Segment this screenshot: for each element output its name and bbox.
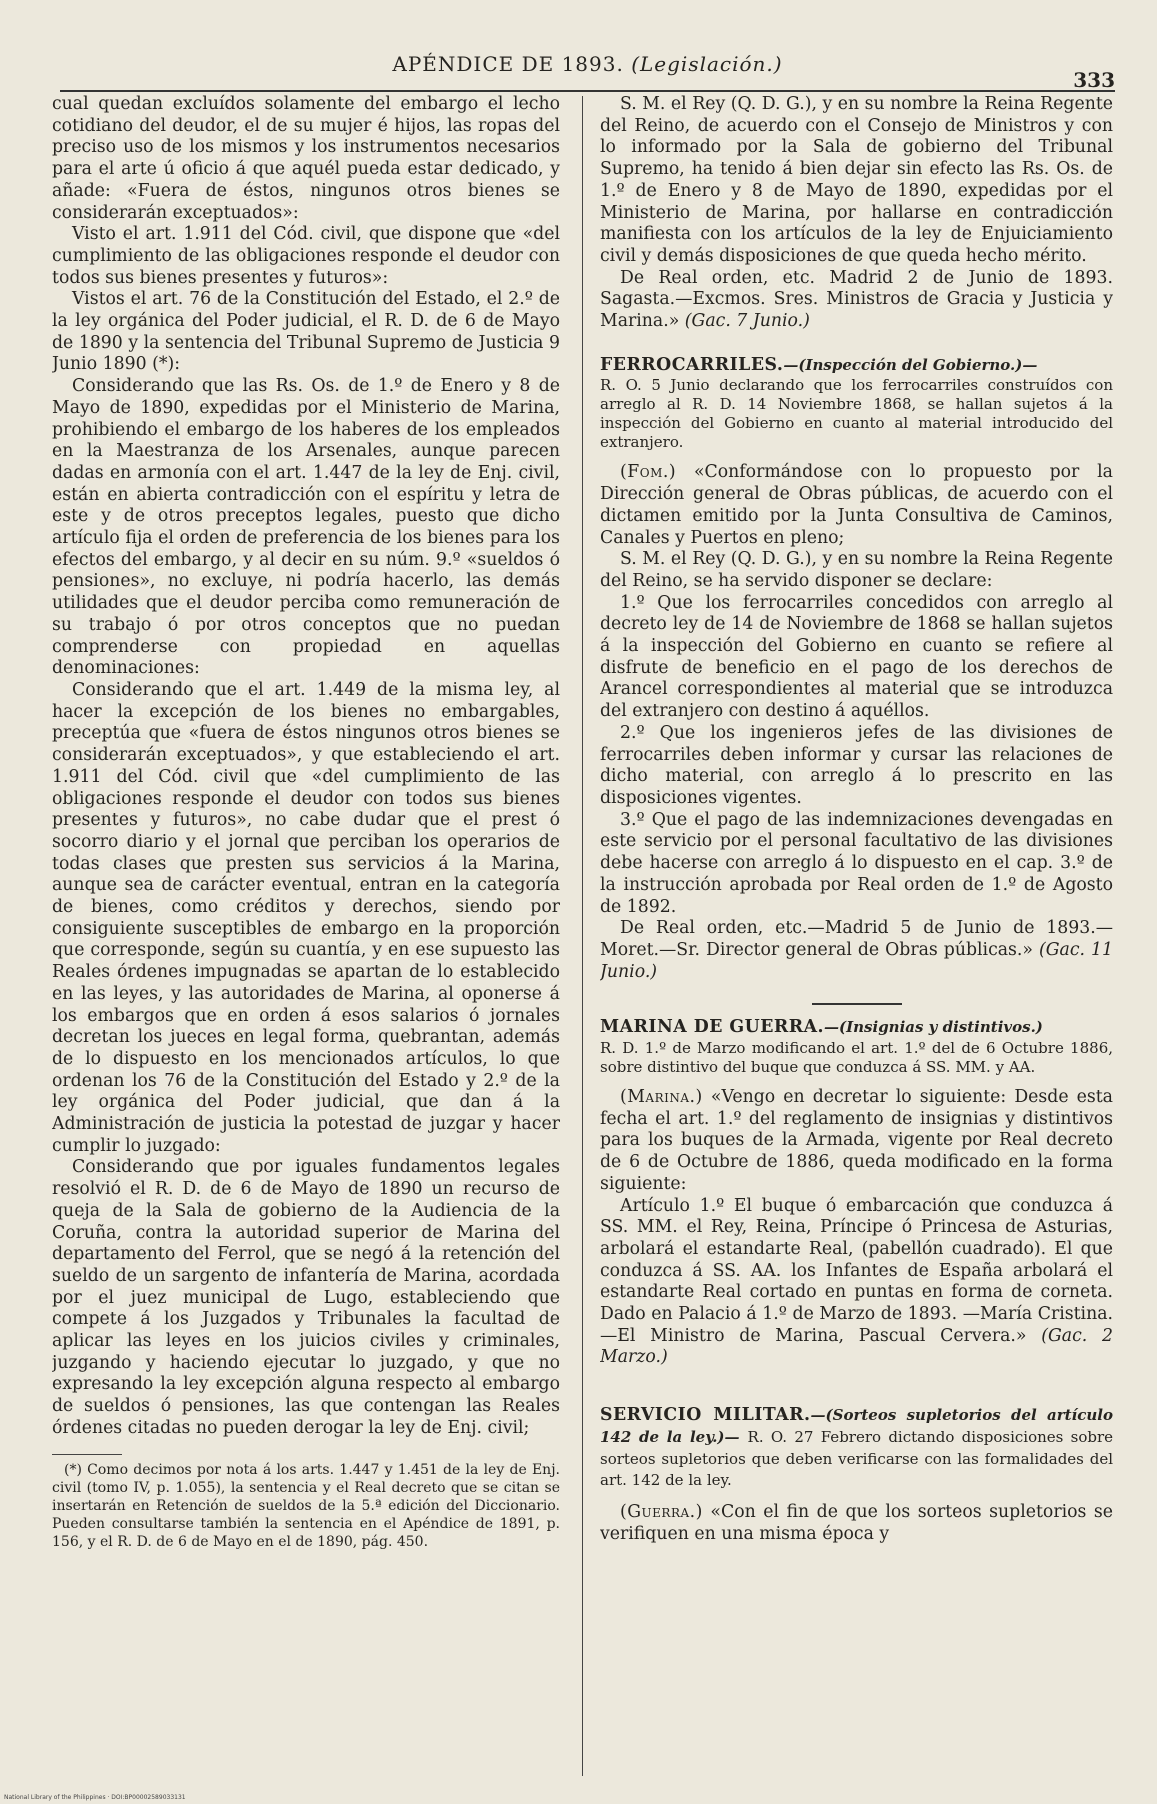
running-title-main: APÉNDICE DE 1893. — [392, 52, 624, 76]
gazette-source-2: (Gac. 11 Junio.) — [600, 939, 1113, 982]
left-paragraph-1: cual quedan excluídos solamente del embargo el lecho cotidiano del deudor, el de su mujer é hijos, las ropas del preciso uso de los mismos y los instrumentos necesarios para el arte ú oficio á que aquél pueda estar dedicado, y añade: «Fuera de éstos, ningunos otros bienes se considerarán exceptuados»: — [52, 94, 560, 223]
section-separator — [812, 1003, 902, 1005]
section-servicio-head — [600, 1405, 1113, 1492]
ferrocarriles-paragraph-6-text: De Real orden, etc.—Madrid 5 de Junio de 1893.—Moret.—Sr. Director general de Obras públicas.» — [600, 918, 1113, 960]
section-marina-title: MARINA DE GUERRA. — [600, 1017, 825, 1038]
ferrocarriles-paragraph-3: 1.º Que los ferrocarriles concedidos con arreglo al decreto ley de 14 de Noviembre de 1868 se hallan sujetos á la inspección del Gobierno en cuanto se refiere al disfrute de beneficio en el pago de los derechos de Arancel correspondientes al material que se introduzca del extranjero con destino á aquéllos. — [600, 592, 1113, 722]
servicio-lead: (Guerra.) — [620, 1501, 703, 1522]
column-divider — [582, 96, 583, 1776]
ferrocarriles-lead: (Fom.) — [620, 462, 677, 483]
running-title-italic: (Legislación.) — [631, 52, 783, 76]
running-title — [60, 52, 1115, 76]
section-servicio-subtitle: —(Sorteos supletorios del artículo 142 de la ley.)— — [600, 1406, 1113, 1446]
section-marina-subtitle: —(Insignias y distintivos.) — [824, 1018, 1043, 1037]
section-marina-head — [600, 1017, 1113, 1039]
section-ferrocarriles-title: FERROCARRILES. — [600, 354, 784, 375]
left-paragraph-5: Considerando que el art. 1.449 de la misma ley, al hacer la excepción de los bienes no embargables, preceptúa que «fuera de éstos ningunos otros bienes se considerarán exceptuados», y que estableciendo el art. 1.911 del Cód. civil que «del cumplimiento de las obligaciones responde el deudor con todos sus bienes presentes y futuros», no cabe dudar que el prest ó socorro diario y el jornal que perciban los operarios de todas clases que presten sus servicios á la Marina, aunque sea de carácter eventual, entran en la categoría de bienes, como créditos y derechos, siendo por consiguiente susceptibles de embargo en la proporción que corresponde, según su cuantía, y en ese supuesto las Reales órdenes impugnadas se apartan de lo establecido en las leyes, y las autoridades de Marina, al oponerse á los embargos que en orden á esos salarios ó jornales decretan los jueces en legal forma, quebrantan, además de lo dispuesto en los mencionados artículos, lo que ordenan los 76 de la Constitución del Estado y 2.º de la ley orgánica del Poder judicial, que dan á la Administración de justicia la potestad de juzgar y hacer cumplir lo juzgado: — [52, 679, 560, 1156]
marina-paragraph-2-text: Artículo 1.º El buque ó embarcación que conduzca á SS. MM. el Rey, Reina, Príncipe ó Princesa de Asturias, arbolará el estandarte Real, (pabellón cuadrado). El que conduzca á SS. AA. los Infantes de España arbolará el estandarte Real cortado en puntas en forma de corneta. Dado en Palacio á 1.º de Marzo de 1893. —María Cristina.—El Ministro de Marina, Pascual Cervera.» — [600, 1195, 1113, 1346]
ferrocarriles-paragraph-4: 2.º Que los ingenieros jefes de las divisiones de ferrocarriles deben informar y cursar las relaciones de dicho material, con arreglo á lo prescrito en las disposiciones vigentes. — [600, 722, 1113, 808]
left-paragraph-3: Vistos el art. 76 de la Constitución del Estado, el 2.º de la ley orgánica del Poder judicial, el R. D. de 6 de Mayo de 1890 y la sentencia del Tribunal Supremo de Justicia 9 Junio 1890 (*): — [52, 289, 560, 375]
section-marina-summary: R. D. 1.º de Marzo modificando el art. 1.º del de 6 Octubre 1886, sobre distintivo del buque que conduzca á SS. MM. y AA. — [600, 1039, 1113, 1077]
section-ferrocarriles-summary: R. O. 5 Junio declarando que los ferrocarriles construídos con arreglo al R. D. 14 Noviembre 1868, se hallan sujetos á la inspección del Gobierno en cuanto al material introducido del extranjero. — [600, 376, 1113, 452]
gazette-source-3: (Gac. 2 Marzo.) — [600, 1325, 1113, 1368]
ferrocarriles-paragraph-1-text: «Conformándose con lo propuesto por la Dirección general de Obras públicas, de acuerdo con el dictamen emitido por la Junta Consultiva de Caminos, Canales y Puertos en pleno; — [600, 462, 1113, 548]
left-paragraph-4: Considerando que las Rs. Os. de 1.º de Enero y 8 de Mayo de 1890, expedidas por el Ministerio de Marina, prohibiendo el embargo de los haberes de los empleados en la Maestranza de los Arsenales, aunque parecen dadas en armonía con el art. 1.447 de la ley de Enj. civil, están en abierta contradicción con el espíritu y letra de este y de otros preceptos legales, puesto que dicho artículo fija el orden de preferencia de los bienes para los efectos del embargo, y al decir en su núm. 9.º «sueldos ó pensiones», no excluye, ni podría hacerlo, las demás utilidades que el deudor perciba como remuneración de su trabajo ó por otros conceptos que no puedan comprenderse con propiedad en aquellas denominaciones: — [52, 376, 560, 679]
marina-paragraph-1 — [600, 1087, 1113, 1196]
page-header — [60, 48, 1115, 92]
spacer — [600, 1369, 1113, 1383]
header-rule — [60, 90, 1115, 92]
left-column — [52, 94, 560, 1794]
ferrocarriles-paragraph-1 — [600, 462, 1113, 549]
footnote-rule — [52, 1454, 122, 1455]
servicio-paragraph-1-text: «Con el fin de que los sorteos supletorios se verifiquen en una misma época y — [600, 1501, 1113, 1544]
marina-paragraph-1-text: «Vengo en decretar lo siguiente: Desde esta fecha el art. 1.º del reglamento de insignias y distintivos para los buques de la Armada, vigente por Real decreto de 6 de Octubre de 1886, queda modificado en la forma siguiente: — [600, 1087, 1113, 1194]
left-paragraph-2: Visto el art. 1.911 del Cód. civil, que dispone que «del cumplimiento de las obligaciones responde el deudor con todos sus bienes presentes y futuros»: — [52, 224, 560, 288]
ferrocarriles-paragraph-5: 3.º Que el pago de las indemnizaciones devengadas en este servicio por el personal facultativo de las divisiones debe hacerse con arreglo á lo dispuesto en el cap. 3.º de la instrucción aprobada por Real orden de 1.º de Agosto de 1892. — [600, 809, 1113, 917]
section-servicio-summary: R. O. 27 Febrero dictando disposiciones sobre sorteos supletorios que deben verificarse con las formalidades del art. 142 de la ley. — [600, 1427, 1113, 1490]
footnote: (*) Como decimos por nota á los arts. 1.447 y 1.451 de la ley de Enj. civil (tomo IV, p. 1.055), la sentencia y el Real decreto que se citan se insertarán en Retención de sueldos de la 5.ª edición del Diccionario. Pueden consultarse también la sentencia en el Apéndice de 1891, p. 156, y el R. D. de 6 de Mayo en el de 1890, pág. 450. — [52, 1461, 560, 1550]
section-ferrocarriles-subtitle: —(Inspección del Gobierno.)— — [783, 355, 1038, 374]
page-number: 333 — [1073, 68, 1115, 92]
ferrocarriles-paragraph-6 — [600, 918, 1113, 983]
right-intro-paragraph-1: S. M. el Rey (Q. D. G.), y en su nombre la Reina Regente del Reino, de acuerdo con el Consejo de Ministros y con lo informado por la Sala de gobierno del Tribunal Supremo, ha tenido á bien dejar sin efecto las Rs. Os. de 1.º de Enero y 8 de Mayo de 1890, expedidas por el Ministerio de Marina, por hallarse en contradicción manifiesta con los artículos de la ley de Enjuiciamiento civil y demás disposiciones de que queda hecho mérito. — [600, 94, 1113, 266]
digitization-credit: National Library of the Philippines · DOI:BP00002589033131 — [4, 1794, 186, 1801]
right-intro-paragraph-2-text: De Real orden, etc. Madrid 2 de Junio de 1893. Sagasta.—Excmos. Sres. Ministros de Gracia y Justicia y Marina.» — [600, 267, 1113, 332]
right-intro-paragraph-2 — [600, 268, 1113, 333]
section-servicio-title: SERVICIO MILITAR. — [600, 1405, 811, 1426]
marina-lead: (Marina.) — [620, 1087, 703, 1108]
section-ferrocarriles-head — [600, 355, 1113, 377]
left-paragraph-6: Considerando que por iguales fundamentos legales resolvió el R. D. de 6 de Mayo de 1890 un recurso de queja de la Sala de gobierno de la Audiencia de la Coruña, contra la autoridad superior de Marina del departamento del Ferrol, que se negó á la retención del sueldo de un sargento de infantería de Marina, acordada por el juez municipal de Lugo, estableciendo que compete á los Juzgados y Tribunales la facultad de aplicar las leyes en los juicios civiles y criminales, juzgando y haciendo ejecutar lo juzgado, y que no expresando la ley excepción alguna respecto al embargo de sueldos ó pensiones, las que contengan las Reales órdenes citadas no pueden derogar la ley de Enj. civil; — [52, 1157, 560, 1438]
right-column — [600, 94, 1113, 1794]
gazette-source-1: (Gac. 7 Junio.) — [684, 311, 810, 332]
marina-paragraph-2 — [600, 1196, 1113, 1370]
servicio-paragraph-1 — [600, 1502, 1113, 1545]
ferrocarriles-paragraph-2: S. M. el Rey (Q. D. G.), y en su nombre la Reina Regente del Reino, se ha servido disponer se declare: — [600, 549, 1113, 591]
